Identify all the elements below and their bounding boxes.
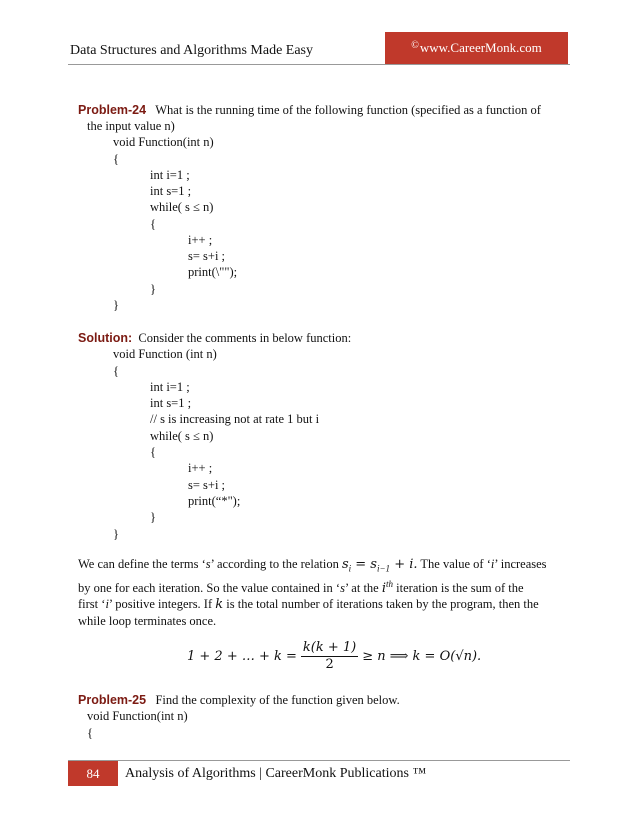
complexity-formula	[187, 640, 481, 673]
code-line: {	[113, 152, 119, 166]
page-number: 84	[68, 761, 118, 786]
code-line: {	[150, 445, 156, 459]
code-line: s= s+i ;	[188, 478, 226, 492]
code-line: print(“*");	[188, 494, 241, 508]
text-run: ’ positive integers. If	[108, 597, 216, 611]
formula-left: 1 + 2 + … + k =	[187, 649, 297, 664]
running-header-title: Data Structures and Algorithms Made Easy	[70, 43, 314, 58]
explanation-line-4: while loop terminates once.	[78, 614, 217, 628]
explanation-line-1	[78, 556, 547, 577]
text-run: The value of ‘	[417, 557, 491, 571]
math-var: s	[340, 581, 345, 596]
math-var: s	[341, 557, 349, 572]
explanation-line-2	[78, 576, 524, 597]
code-line: }	[150, 510, 156, 524]
code-line: s= s+i ;	[188, 249, 226, 263]
math-var: i	[105, 597, 109, 611]
problem-25-question	[78, 692, 400, 708]
explanation-line-3	[78, 596, 539, 613]
website-banner	[385, 32, 568, 64]
math-var: i	[381, 581, 387, 597]
code-line: while( s ≤ n)	[150, 429, 214, 443]
text-run: is the total number of iterations taken by the program, then the	[223, 597, 539, 611]
code-line: }	[113, 298, 119, 312]
code-line: void Function(int n)	[87, 709, 188, 723]
text-run: ’ increases	[494, 557, 547, 571]
text-run: ’ according to the relation	[210, 557, 342, 571]
text-run: We can define the terms ‘	[78, 557, 206, 571]
code-line: while( s ≤ n)	[150, 200, 214, 214]
code-line: {	[150, 217, 156, 231]
copyright-symbol: ©	[411, 39, 419, 51]
code-line: i++ ;	[188, 461, 213, 475]
code-line: print(\"");	[188, 265, 238, 279]
footer-text: Analysis of Algorithms | CareerMonk Publications ™	[125, 766, 427, 781]
code-line: int s=1 ;	[150, 396, 192, 410]
math-var: i	[490, 557, 495, 571]
code-line: void Function(int n)	[113, 135, 214, 149]
problem-24-question-line2: the input value n)	[87, 119, 175, 133]
code-line: }	[150, 282, 156, 296]
math-sup: th	[386, 579, 394, 589]
code-line: // s is increasing not at rate 1 but i	[150, 412, 320, 426]
code-line: int s=1 ;	[150, 184, 192, 198]
text-run: ’ at the	[344, 581, 382, 596]
code-line: void Function (int n)	[113, 347, 217, 361]
code-line: i++ ;	[188, 233, 213, 247]
text-run: iteration is the sum of the	[393, 581, 524, 596]
code-line: int i=1 ;	[150, 168, 190, 182]
problem-25-label: Problem-25	[78, 693, 147, 707]
formula-right: ≥ n ⟹ k = O(√n).	[362, 649, 482, 664]
formula-numerator: k(k + 1)	[302, 640, 357, 655]
solution-intro-text: Consider the comments in below function:	[138, 331, 352, 345]
problem-24-question-line1: What is the running time of the following function (specified as a function of	[155, 103, 541, 117]
problem-24-question	[78, 102, 541, 118]
math-sub: i	[348, 563, 352, 574]
code-line: }	[113, 527, 119, 541]
problem-25-question-text: Find the complexity of the function given below.	[155, 693, 400, 707]
problem-24-label: Problem-24	[78, 103, 147, 117]
math-expr: = s	[351, 557, 377, 572]
website-text: www.CareerMonk.com	[419, 40, 542, 55]
code-line: {	[113, 364, 119, 378]
formula-denominator: 2	[325, 657, 334, 672]
header-divider	[68, 64, 570, 65]
solution-intro	[78, 330, 351, 346]
math-expr: + i.	[390, 557, 418, 572]
footer-divider	[68, 760, 570, 761]
math-sub: i−1	[376, 563, 391, 574]
code-line: {	[87, 726, 93, 740]
solution-label: Solution:	[78, 331, 133, 345]
text-run: by one for each iteration. So the value contained in ‘	[78, 581, 341, 596]
formula-fraction	[301, 640, 358, 673]
math-var: s	[205, 557, 211, 571]
math-var: k	[215, 597, 224, 612]
text-run: first ‘	[78, 597, 106, 611]
code-line: int i=1 ;	[150, 380, 190, 394]
